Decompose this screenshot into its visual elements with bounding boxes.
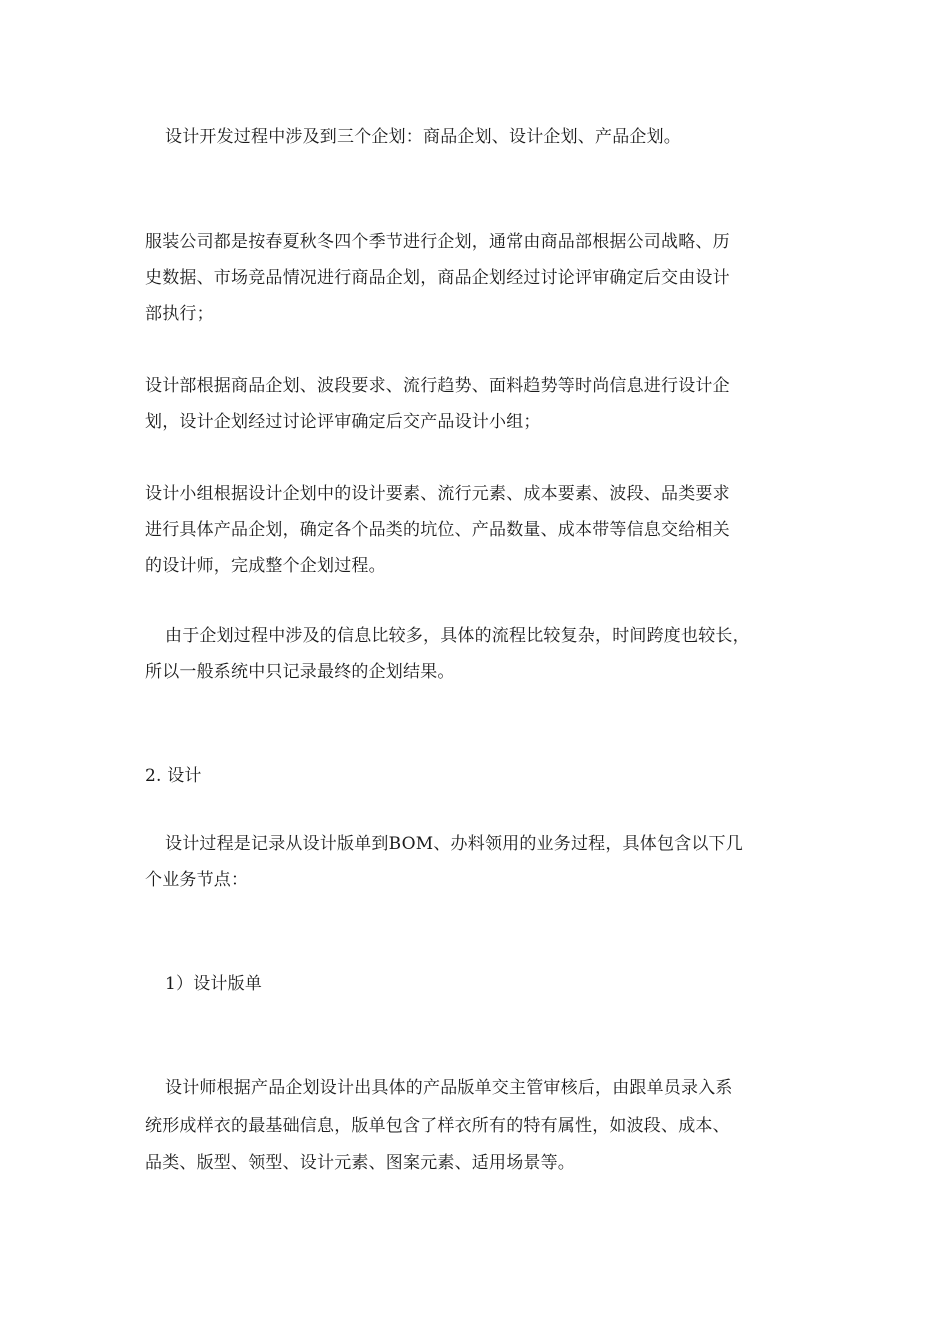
paragraph-design-dept-line-2: 划，设计企划经过讨论评审确定后交产品设计小组； — [145, 412, 541, 432]
paragraph-design-process-line-2: 个业务节点： — [145, 870, 249, 890]
paragraph-design-team-line-1: 设计小组根据设计企划中的设计要素、流行元素、成本要素、波段、品类要求 — [145, 484, 730, 504]
sub-heading-design-sheet: 1）设计版单 — [165, 974, 263, 994]
paragraph-product-planning-line-1: 服装公司都是按春夏秋冬四个季节进行企划，通常由商品部根据公司战略、历 — [145, 232, 730, 252]
paragraph-product-planning-line-2: 史数据、市场竞品情况进行商品企划，商品企划经过讨论评审确定后交由设计 — [145, 268, 730, 288]
paragraph-intro: 设计开发过程中涉及到三个企划：商品企划、设计企划、产品企划。 — [165, 127, 681, 147]
paragraph-design-dept-line-1: 设计部根据商品企划、波段要求、流行趋势、面料趋势等时尚信息进行设计企 — [145, 376, 730, 396]
paragraph-design-process-line-1: 设计过程是记录从设计版单到BOM、办料领用的业务过程，具体包含以下几 — [165, 834, 743, 854]
paragraph-design-team-line-3: 的设计师，完成整个企划过程。 — [145, 556, 386, 576]
section-heading-design: 2. 设计 — [145, 766, 202, 786]
paragraph-design-team-line-2: 进行具体产品企划，确定各个品类的坑位、产品数量、成本带等信息交给相关 — [145, 520, 730, 540]
paragraph-summary-line-1: 由于企划过程中涉及的信息比较多，具体的流程比较复杂，时间跨度也较长， — [165, 626, 750, 646]
paragraph-design-sheet-line-3: 品类、版型、领型、设计元素、图案元素、适用场景等。 — [145, 1153, 575, 1173]
paragraph-design-sheet-line-1: 设计师根据产品企划设计出具体的产品版单交主管审核后，由跟单员录入系 — [165, 1078, 733, 1098]
paragraph-summary-line-2: 所以一般系统中只记录最终的企划结果。 — [145, 662, 455, 682]
paragraph-product-planning-line-3: 部执行； — [145, 304, 214, 324]
paragraph-design-sheet-line-2: 统形成样衣的最基础信息，版单包含了样衣所有的特有属性，如波段、成本、 — [145, 1116, 730, 1136]
